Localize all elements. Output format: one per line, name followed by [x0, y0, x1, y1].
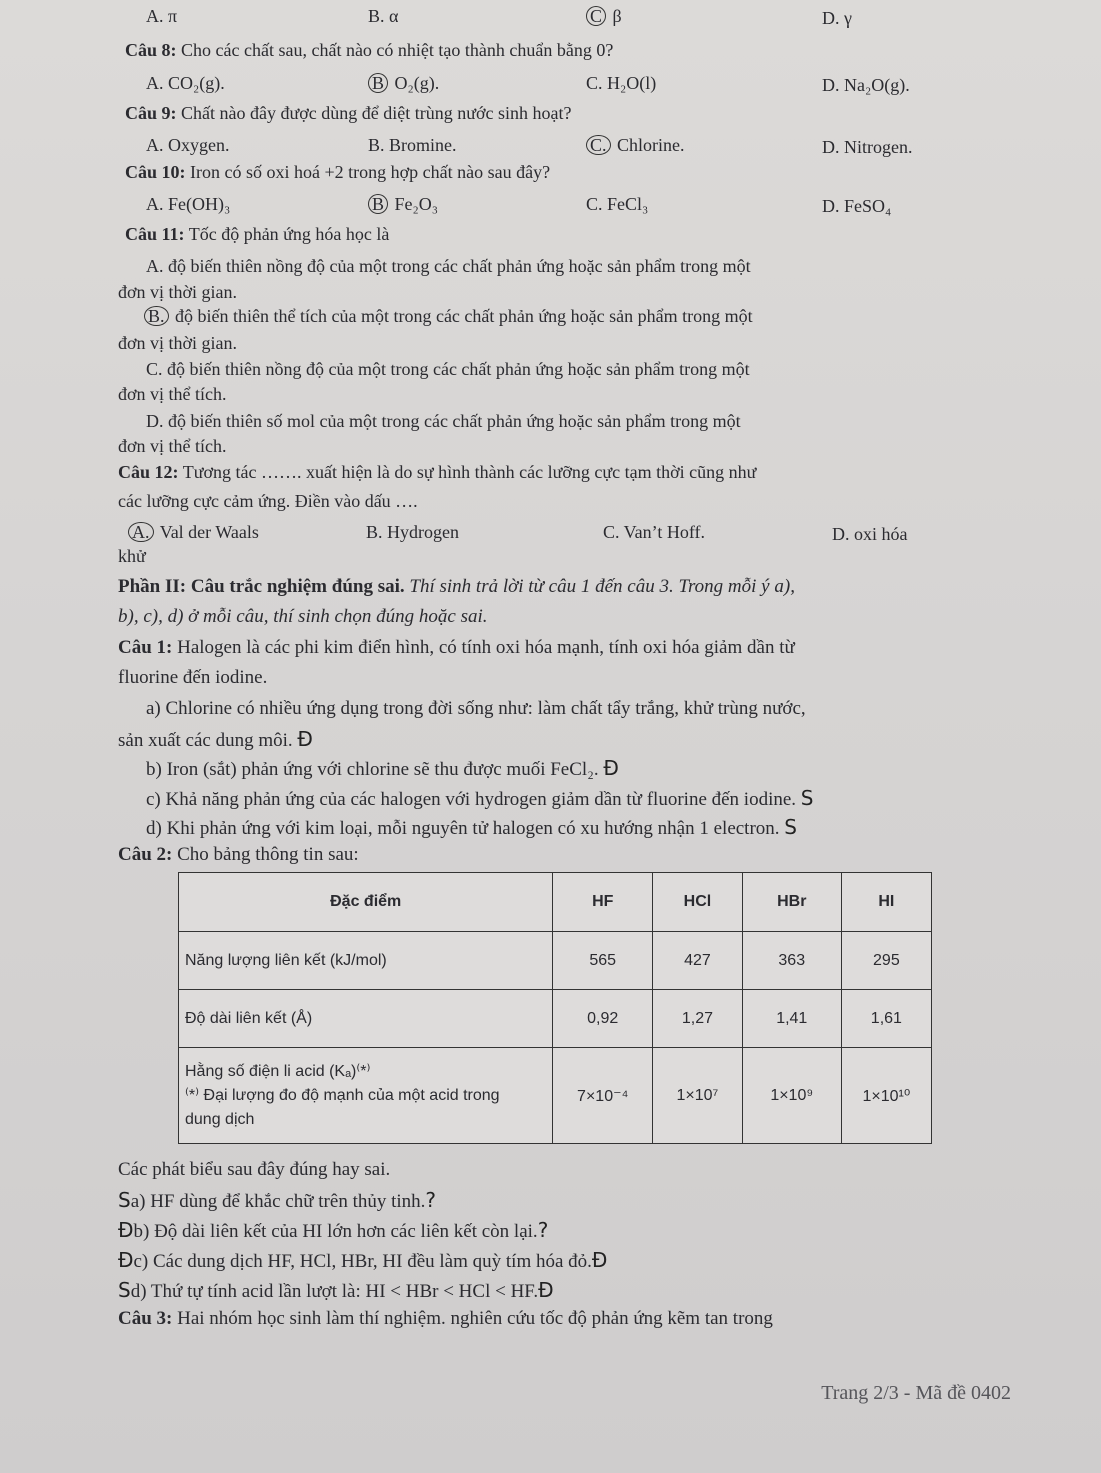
- q11-option-b-text: độ biến thiên thể tích của một trong các chất phản ứng hoặc sản phẩm trong một: [175, 306, 753, 326]
- p2q2-statement-c-text: c) Các dung dịch HF, HCl, HBr, HI đều làm quỳ tím hóa đỏ.: [133, 1251, 592, 1272]
- handwritten-mark: Đ: [591, 1248, 608, 1272]
- handwritten-mark: S: [800, 786, 814, 810]
- table-cell: [179, 1048, 553, 1144]
- p2q1-stem-line1: [118, 637, 795, 659]
- table-cell: 363: [742, 932, 841, 990]
- q9-option-c-text: Chlorine.: [617, 135, 685, 155]
- q12-stem-line2: các lưỡng cực cảm ứng. Điền vào dấu ….: [118, 491, 418, 511]
- table-cell: 7×10⁻⁴: [553, 1048, 653, 1144]
- q11-label: Câu 11:: [125, 224, 185, 244]
- handwritten-mark: Đ: [297, 727, 313, 751]
- p2q1-statement-c-text: c) Khả năng phản ứng của các halogen với hydrogen giảm dần từ fluorine đến iodine.: [146, 789, 797, 810]
- p2q1-label: Câu 1:: [118, 637, 173, 658]
- q11-option-b-line1: [144, 306, 753, 327]
- p2q1-statement-b-text: b) Iron (sắt) phản ứng với chlorine sẽ thu được muối FeCl₂.: [146, 759, 599, 780]
- q8-label: Câu 8:: [125, 40, 177, 60]
- q8-option-b-text: O₂(g).: [394, 73, 440, 93]
- table-header-cell: HF: [553, 873, 653, 932]
- q12-option-a: [128, 522, 259, 543]
- table-cell: Độ dài liên kết (Å): [179, 990, 553, 1048]
- acid-info-table: [178, 872, 932, 1144]
- answer-circle: C.: [586, 135, 611, 155]
- p2q1-statement-d-text: d) Khi phản ứng với kim loại, mỗi nguyên tử halogen có xu hướng nhận 1 electron.: [146, 818, 780, 839]
- p2q3-label: Câu 3:: [118, 1308, 173, 1329]
- answer-circle: B.: [144, 306, 169, 326]
- table-cell: Năng lượng liên kết (kJ/mol): [179, 932, 553, 990]
- table-header-row: [179, 873, 932, 932]
- ka-footnote-cont: dung dịch: [185, 1110, 255, 1128]
- p2q1-statement-a-line2: [118, 727, 313, 752]
- table-cell: 1,61: [841, 990, 931, 1048]
- table-cell: 0,92: [553, 990, 653, 1048]
- part2-header: [118, 576, 795, 598]
- handwritten-mark: S: [118, 1278, 131, 1302]
- q10-text: Iron có số oxi hoá +2 trong hợp chất nào sau đây?: [190, 162, 551, 182]
- p2q1-statement-a-text: sản xuất các dung môi.: [118, 730, 293, 751]
- table-cell: 1×10¹⁰: [841, 1048, 931, 1144]
- q10-option-b: [368, 194, 438, 215]
- q12-option-d: D. oxi hóa: [832, 524, 908, 544]
- q10-option-b-text: Fe₂O₃: [394, 194, 439, 214]
- q12-option-c: C. Van’t Hoff.: [603, 522, 706, 542]
- answer-circle: C: [586, 6, 606, 26]
- q8-stem: [125, 40, 613, 61]
- q7-option-c-text: β: [612, 6, 622, 26]
- handwritten-mark: Đ: [538, 1278, 554, 1302]
- q11-option-a-line1: A. độ biến thiên nồng độ của một trong các chất phản ứng hoặc sản phẩm trong một: [146, 256, 751, 276]
- p2q2-label: Câu 2:: [118, 844, 173, 865]
- table-cell: 295: [841, 932, 931, 990]
- p2q3-stem: [118, 1308, 773, 1330]
- handwritten-mark: Đ: [603, 756, 619, 780]
- ka-label: Hằng số điện li acid (Kₐ)⁽*⁾: [185, 1062, 371, 1080]
- p2q2-statement-d-text: d) Thứ tự tính acid lần lượt là: HI < HBr < HCl < HF.: [130, 1281, 539, 1302]
- table-cell: 1,41: [742, 990, 841, 1048]
- q7-option-c: [586, 6, 622, 27]
- p2q1-statement-d: [146, 815, 797, 840]
- q11-text: Tốc độ phản ứng hóa học là: [188, 224, 390, 244]
- table-row: [179, 990, 932, 1048]
- p2q2-intro: Các phát biểu sau đây đúng hay sai.: [118, 1159, 391, 1180]
- table-cell: 1,27: [653, 990, 743, 1048]
- q9-option-c: [586, 135, 685, 156]
- q9-text: Chất nào đây được dùng để diệt trùng nước sinh hoạt?: [181, 103, 572, 123]
- q11-option-a-line2: đơn vị thời gian.: [118, 282, 238, 302]
- q8-text: Cho các chất sau, chất nào có nhiệt tạo thành chuẩn bằng 0?: [181, 40, 614, 60]
- q11-option-c-line2: đơn vị thể tích.: [118, 384, 227, 404]
- q10-option-d: D. FeSO₄: [822, 196, 892, 216]
- q7-option-a: A. π: [146, 6, 178, 26]
- q12-text: Tương tác ……. xuất hiện là do sự hình thành các lưỡng cực tạm thời cũng như: [182, 462, 757, 482]
- table-header-cell: HBr: [742, 873, 841, 932]
- p2q1-text: Halogen là các phi kim điển hình, có tính oxi hóa mạnh, tính oxi hóa giảm dần từ: [177, 637, 795, 658]
- p2q2-statement-c: [118, 1248, 607, 1273]
- q10-label: Câu 10:: [125, 162, 186, 182]
- q9-stem: [125, 103, 571, 124]
- p2q1-statement-a-line1: a) Chlorine có nhiều ứng dụng trong đời sống như: làm chất tẩy trắng, khử trùng nước,: [146, 698, 806, 719]
- q8-option-d: D. Na₂O(g).: [822, 75, 910, 95]
- handwritten-mark: ?: [425, 1188, 437, 1212]
- p2q1-stem-line2: fluorine đến iodine.: [118, 667, 268, 688]
- p2q1-statement-c: [146, 786, 814, 811]
- page-footer: Trang 2/3 - Mã đề 0402: [821, 1382, 1011, 1404]
- q11-option-b-line2: đơn vị thời gian.: [118, 333, 238, 353]
- p2q2-statement-b: [118, 1218, 548, 1243]
- q8-option-a: A. CO₂(g).: [146, 73, 225, 93]
- p2q1-statement-b: [146, 756, 619, 781]
- q8-option-c: C. H₂O(l): [586, 73, 657, 93]
- table-header-cell: HCl: [653, 873, 743, 932]
- handwritten-mark: Đ: [118, 1218, 134, 1242]
- handwritten-mark: S: [784, 815, 797, 839]
- q12-label: Câu 12:: [118, 462, 179, 482]
- handwritten-mark: S: [118, 1188, 131, 1212]
- answer-circle: B: [368, 194, 388, 214]
- q11-option-d-line1: D. độ biến thiên số mol của một trong các chất phản ứng hoặc sản phẩm trong một: [146, 411, 741, 431]
- p2q3-text: Hai nhóm học sinh làm thí nghiệm. nghiên cứu tốc độ phản ứng kẽm tan trong: [177, 1308, 773, 1329]
- answer-circle: B: [368, 73, 388, 93]
- q9-option-d: D. Nitrogen.: [822, 137, 913, 157]
- table-cell: 1×10⁹: [742, 1048, 841, 1144]
- q11-stem: [125, 224, 389, 245]
- p2q2-text: Cho bảng thông tin sau:: [177, 844, 359, 865]
- q9-option-b: B. Bromine.: [368, 135, 457, 155]
- table-header-cell: HI: [841, 873, 931, 932]
- q8-option-b: [368, 73, 439, 94]
- table-row: [179, 932, 932, 990]
- table-cell: 427: [653, 932, 743, 990]
- q9-label: Câu 9:: [125, 103, 177, 123]
- q7-option-b: B. α: [368, 6, 399, 26]
- q10-stem: [125, 162, 550, 183]
- p2q2-statement-a-text: a) HF dùng để khắc chữ trên thủy tinh.: [130, 1191, 426, 1212]
- table-header-cell: Đặc điểm: [179, 873, 553, 932]
- q10-option-a: A. Fe(OH)₃: [146, 194, 231, 214]
- ka-footnote: ⁽*⁾ Đại lượng đo độ mạnh của một acid trong: [185, 1086, 500, 1104]
- p2q2-statement-a: [118, 1188, 436, 1213]
- handwritten-mark: ?: [537, 1218, 549, 1242]
- part2-instruction-cont: b), c), d) ở mỗi câu, thí sinh chọn đúng hoặc sai.: [118, 606, 488, 627]
- q12-option-d-cont: khử: [118, 546, 146, 566]
- q11-option-d-line2: đơn vị thể tích.: [118, 436, 227, 456]
- p2q2-statement-b-text: b) Độ dài liên kết của HI lớn hơn các liên kết còn lại.: [133, 1221, 538, 1242]
- part2-title: Phần II: Câu trắc nghiệm đúng sai.: [118, 576, 405, 597]
- table-cell: 565: [553, 932, 653, 990]
- q12-option-b: B. Hydrogen: [366, 522, 459, 542]
- q10-option-c: C. FeCl₃: [586, 194, 649, 214]
- table-row: [179, 1048, 932, 1144]
- q12-stem-line1: [118, 462, 756, 483]
- q9-option-a: A. Oxygen.: [146, 135, 230, 155]
- q11-option-c-line1: C. độ biến thiên nồng độ của một trong các chất phản ứng hoặc sản phẩm trong một: [146, 359, 750, 379]
- handwritten-mark: Đ: [118, 1248, 134, 1272]
- q12-option-a-text: Val der Waals: [159, 522, 259, 542]
- part2-instruction: Thí sinh trả lời từ câu 1 đến câu 3. Trong mỗi ý a),: [404, 576, 795, 597]
- p2q2-stem: [118, 844, 359, 866]
- q7-option-d: D. γ: [822, 8, 852, 28]
- p2q2-statement-d: [118, 1278, 554, 1303]
- table-cell: 1×10⁷: [653, 1048, 743, 1144]
- answer-circle: A.: [128, 522, 154, 542]
